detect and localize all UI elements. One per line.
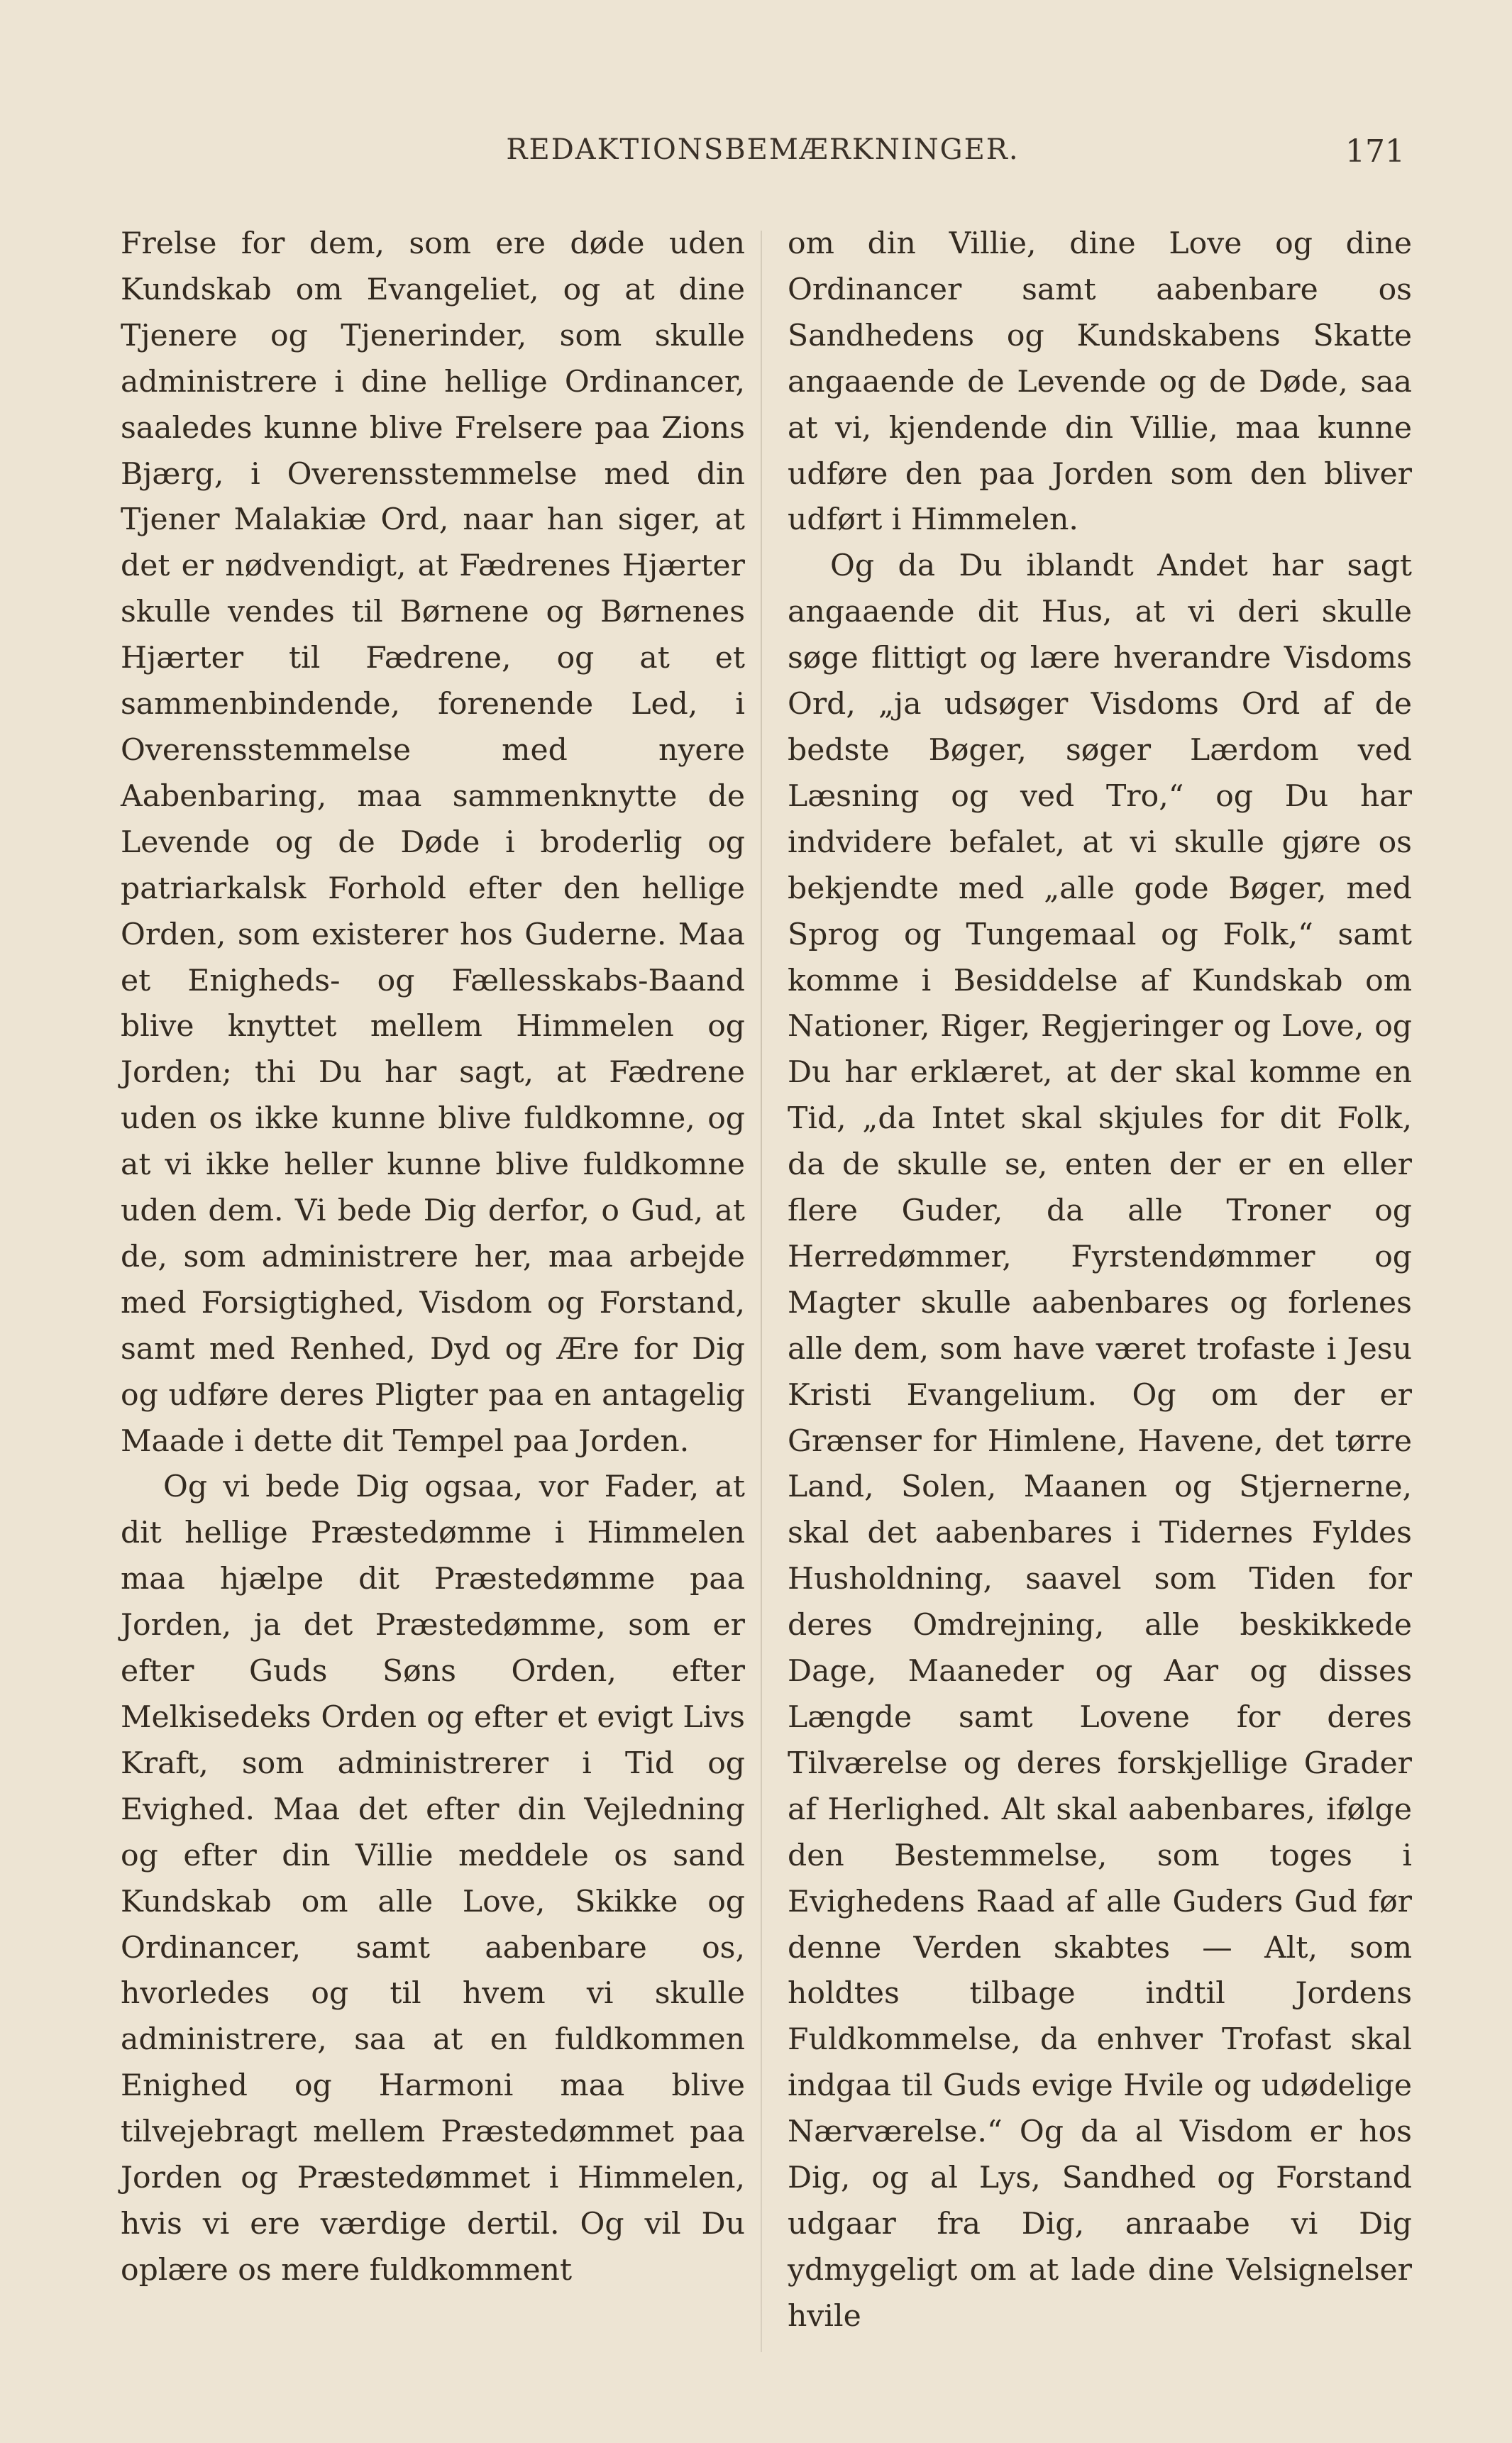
running-head: REDAKTIONSBEMÆRKNINGER.: [506, 133, 1020, 166]
paragraph: om din Villie, dine Love og dine Ordinancer samt aabenbare os Sandhedens og Kundskabens Skatte angaaende de Levende og de Døde, saa at vi, kjendende din Villie, maa kunne udføre den paa Jorden som den bliver udført i Himmelen.: [788, 226, 1412, 538]
left-column: [121, 221, 745, 2294]
right-column: [788, 221, 1412, 2340]
paragraph: Og da Du iblandt Andet har sagt angaaende dit Hus, at vi deri skulle søge flittigt og lære hverandre Visdoms Ord, „ja udsøger Visdoms Ord af de bedste Bøger, søger Lærdom ved Læsning og ved Tro,“ og Du har indvidere befalet, at vi skulle gjøre os bekjendte med „alle gode Bøger, med Sprog og Tungemaal og Folk,“ samt komme i Besiddelse af Kundskab om Nationer, Riger, Regjeringer og Love, og Du har erklæret, at der skal komme en Tid, „da Intet skal skjules for dit Folk, da de skulle se, enten der er en eller flere Guder, da alle Troner og Herredømmer, Fyrstendømmer og Magter skulle aabenbares og forlenes alle dem, som have været trofaste i Jesu Kristi Evangelium. Og om der er Grænser for Himlene, Havene, det tørre Land, Solen, Maanen og Stjernerne, skal det aabenbares i Tidernes Fyldes Husholdning, saavel som Tiden for deres Omdrejning, alle beskikkede Dage, Maaneder og Aar og disses Længde samt Lovene for deres Tilværelse og deres forskjellige Grader af Herlighed. Alt skal aabenbares, ifølge den Bestemmelse, som toges i Evighedens Raad af alle Guders Gud før denne Verden skabtes — Alt, som holdtes tilbage indtil Jordens Fuldkommelse, da enhver Trofast skal indgaa til Guds evige Hvile og udødelige Nærværelse.“ Og da al Visdom er hos Dig, og al Lys, Sandhed og Forstand udgaar fra Dig, anraabe vi Dig ydmygeligt om at lade dine Velsignelser hvile: [788, 548, 1412, 2334]
page-number: 171: [1345, 133, 1405, 170]
column-divider: [761, 231, 762, 2352]
paragraph: Og vi bede Dig ogsaa, vor Fader, at dit hellige Præstedømme i Himmelen maa hjælpe dit Præstedømme paa Jorden, ja det Præstedømme, som er efter Guds Søns Orden, efter Melkisedeks Orden og efter et evigt Livs Kraft, som administrerer i Tid og Evighed. Maa det efter din Vejledning og efter din Villie meddele os sand Kundskab om alle Love, Skikke og Ordinancer, samt aabenbare os, hvorledes og til hvem vi skulle administrere, saa at en fuldkommen Enighed og Harmoni maa blive tilvejebragt mellem Præstedømmet paa Jorden og Præstedømmet i Himmelen, hvis vi ere værdige dertil. Og vil Du oplære os mere fuldkomment: [121, 1469, 745, 2288]
paragraph: Frelse for dem, som ere døde uden Kundskab om Evangeliet, og at dine Tjenere og Tjenerinder, som skulle administrere i dine hellige Ordinancer, saaledes kunne blive Frelsere paa Zions Bjærg, i Overensstemmelse med din Tjener Malakiæ Ord, naar han siger, at det er nødvendigt, at Fædrenes Hjærter skulle vendes til Børnene og Børnenes Hjærter til Fædrene, og at et sammenbindende, forenende Led, i Overensstemmelse med nyere Aabenbaring, maa sammenknytte de Levende og de Døde i broderlig og patriarkalsk Forhold efter den hellige Orden, som existerer hos Guderne. Maa et Enigheds- og Fællesskabs-Baand blive knyttet mellem Himmelen og Jorden; thi Du har sagt, at Fædrene uden os ikke kunne blive fuldkomne, og at vi ikke heller kunne blive fuldkomne uden dem. Vi bede Dig derfor, o Gud, at de, som administrere her, maa arbejde med Forsigtighed, Visdom og Forstand, samt med Renhed, Dyd og Ære for Dig og udføre deres Pligter paa en antagelig Maade i dette dit Tempel paa Jorden.: [121, 226, 745, 1459]
page-header: [121, 133, 1405, 176]
